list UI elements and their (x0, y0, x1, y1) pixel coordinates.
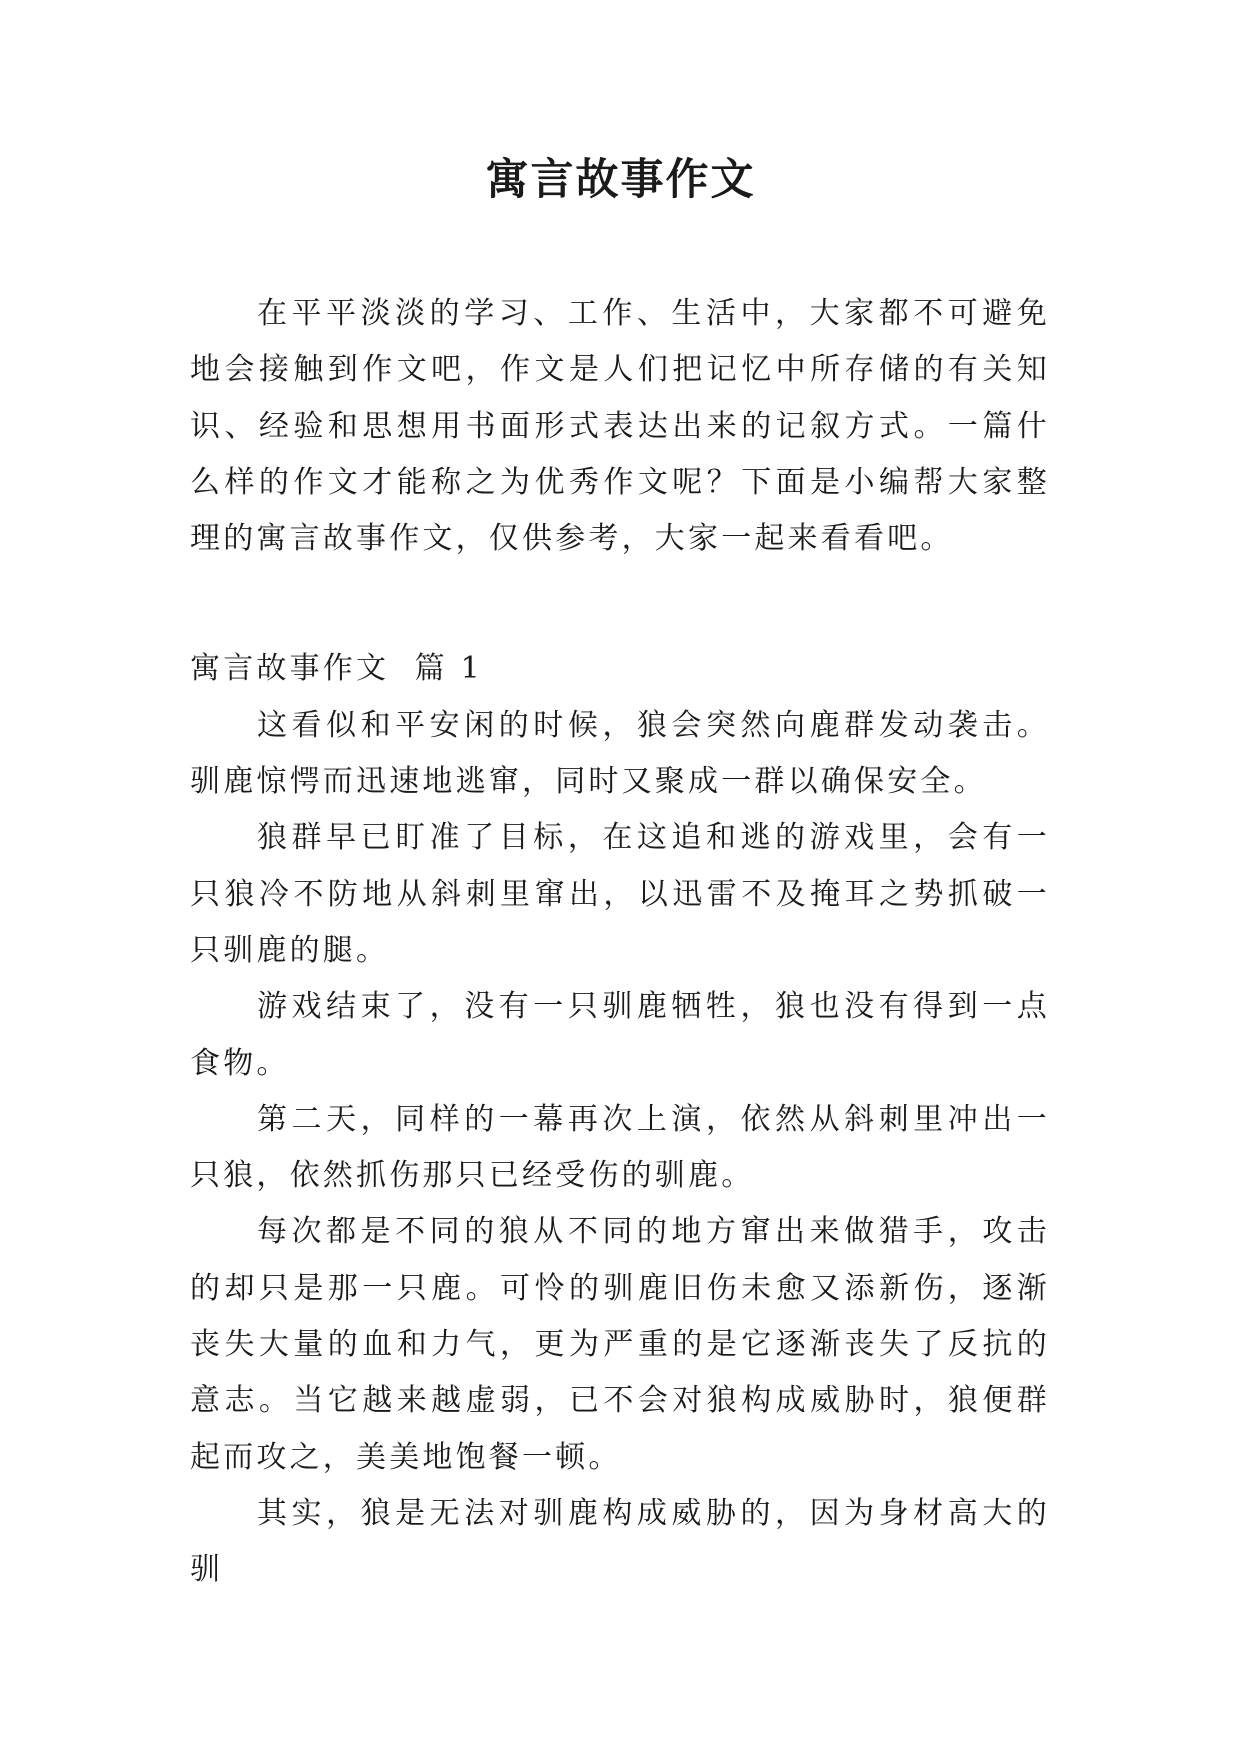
story-paragraph-4: 第二天，同样的一幕再次上演，依然从斜刺里冲出一只狼，依然抓伤那只已经受伤的驯鹿。 (190, 1101, 1050, 1194)
document-title: 寓言故事作文 (485, 155, 756, 205)
story-paragraph-6: 其实，狼是无法对驯鹿构成威胁的，因为身材高大的驯 (190, 1495, 1050, 1588)
story-paragraph-3: 游戏结束了，没有一只驯鹿牺牲，狼也没有得到一点食物。 (190, 989, 1050, 1081)
section-heading: 寓言故事作文 篇 1 (190, 651, 483, 687)
intro-paragraph: 在平平淡淡的学习、工作、生活中，大家都不可避免地会接触到作文吧，作文是人们把记忆中所存储的有关知识、经验和思想用书面形式表达出来的记叙方式。一篇什么样的作文才能称之为优秀作文呢？下面是小编帮大家整理的寓言故事作文，仅供参考，大家一起来看看吧。 (190, 296, 1050, 557)
story-paragraph-2: 狼群早已盯准了目标，在这追和逃的游戏里，会有一只狼冷不防地从斜刺里窜出，以迅雷不及掩耳之势抓破一只驯鹿的腿。 (190, 820, 1050, 968)
story-paragraph-1: 这看似和平安闲的时候，狼会突然向鹿群发动袭击。驯鹿惊愕而迅速地逃窜，同时又聚成一群以确保安全。 (190, 707, 1050, 800)
document-body (190, 286, 1050, 1599)
story-paragraph-5: 每次都是不同的狼从不同的地方窜出来做猎手，攻击的却只是那一只鹿。可怜的驯鹿旧伤未愈又添新伤，逐渐丧失大量的血和力气，更为严重的是它逐渐丧失了反抗的意志。当它越来越虚弱，已不会对狼构成威胁时，狼便群起而攻之，美美地饱餐一顿。 (190, 1214, 1050, 1475)
